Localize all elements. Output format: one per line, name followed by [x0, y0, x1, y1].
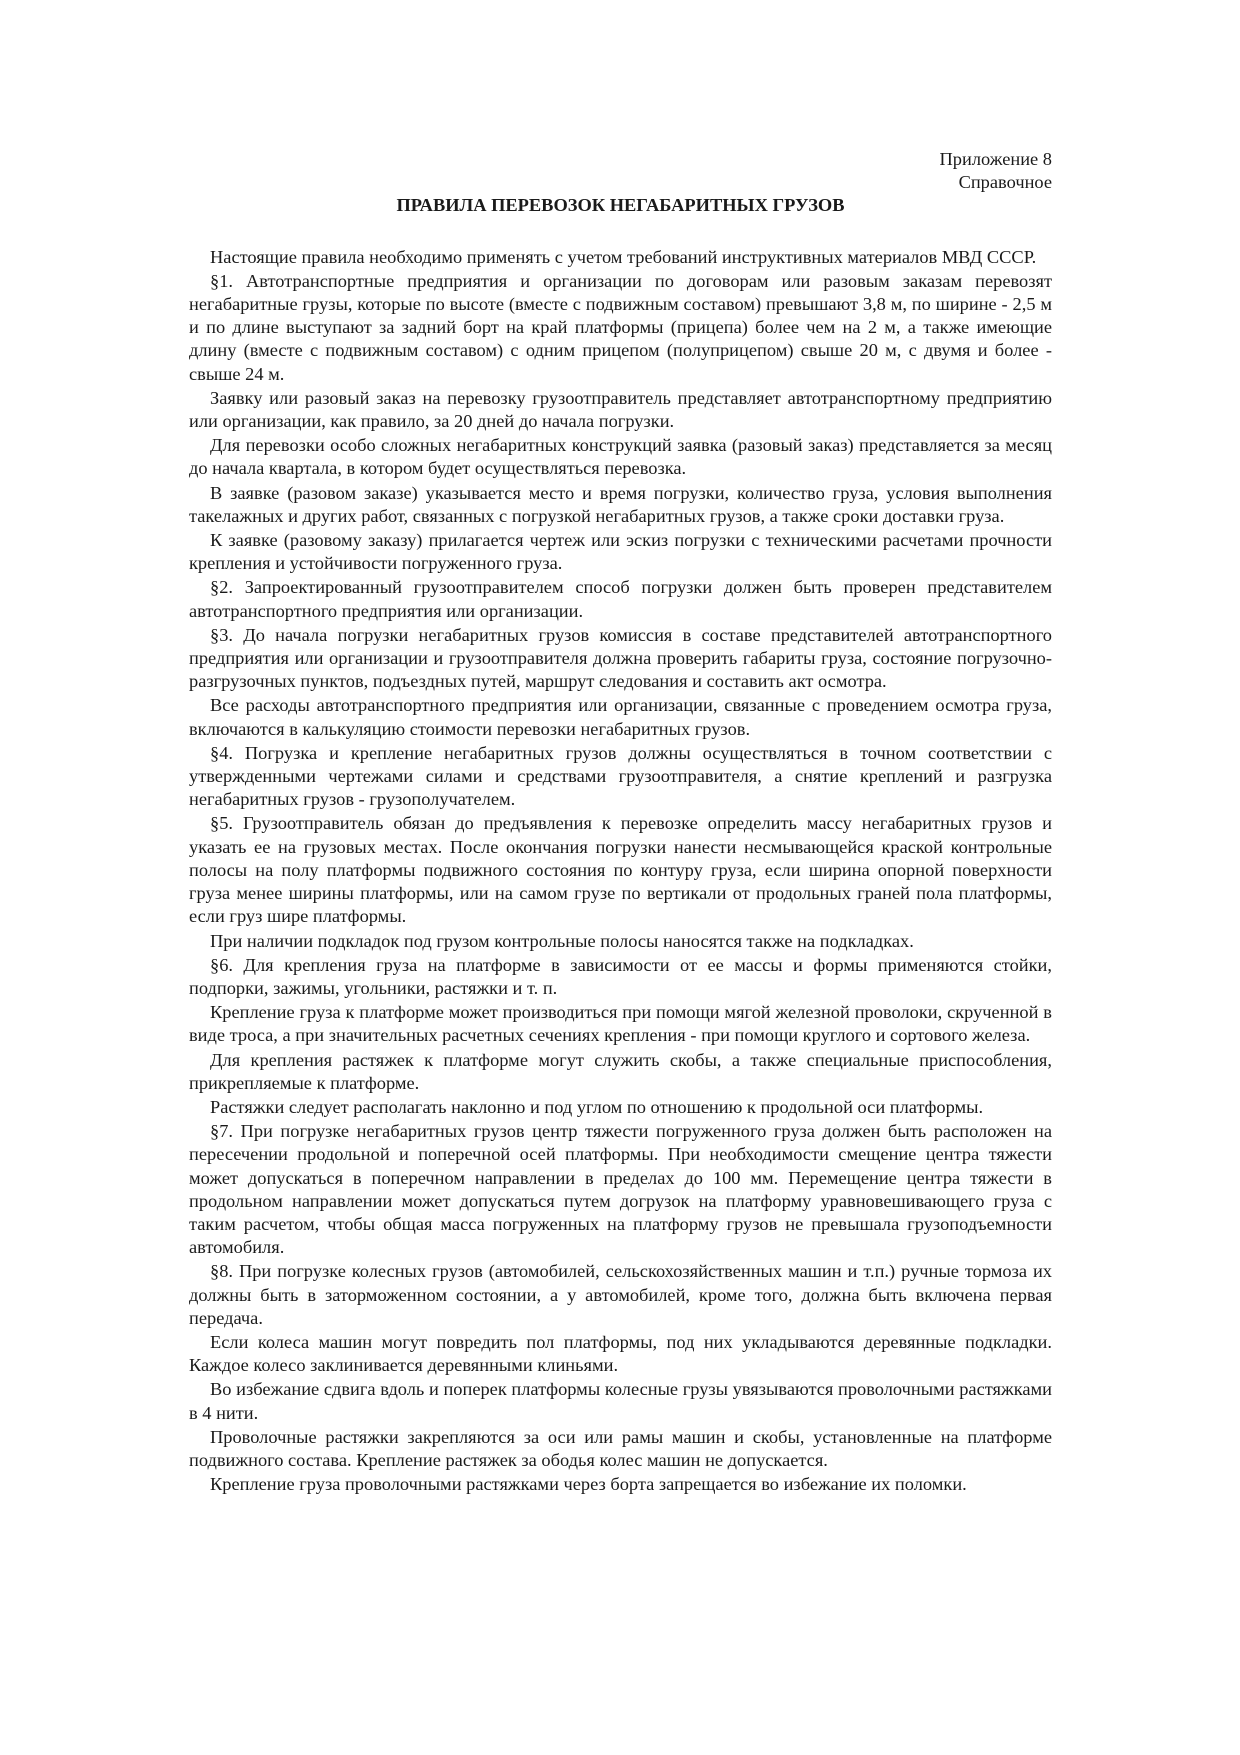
paragraph: Для крепления растяжек к платформе могут служить скобы, а также специальные приспособления, прикрепляемые к платформе. [189, 1049, 1052, 1093]
appendix-number: Приложение 8 [939, 149, 1052, 169]
paragraph: Заявку или разовый заказ на перевозку грузоотправитель представляет автотранспортному предприятию или организации, как правило, за 20 дней до начала погрузки. [189, 387, 1052, 432]
paragraph: §4. Погрузка и крепление негабаритных грузов должны осуществляться в точном соответствии с утвержденными чертежами силами и средствами грузоотправителя, а снятие креплений и разгрузка негабаритных грузов - грузополучателем. [189, 742, 1052, 810]
paragraph: §6. Для крепления груза на платформе в зависимости от ее массы и формы применяются стойки, подпорки, зажимы, угольники, растяжки и т. п. [189, 954, 1052, 998]
paragraph: Крепление груза проволочными растяжками через борта запрещается во избежание их поломки. [210, 1474, 967, 1495]
paragraph: §2. Запроектированный грузоотправителем способ погрузки должен быть проверен представителем автотранспортного предприятия или организации. [189, 577, 1052, 621]
paragraph: Если колеса машин могут повредить пол платформы, под них укладываются деревянные подкладки. Каждое колесо заклинивается деревянными клиньями. [189, 1331, 1052, 1376]
paragraph: К заявке (разовому заказу) прилагается чертеж или эскиз погрузки с техническими расчетами прочности крепления и устойчивости погруженного груза. [189, 530, 1052, 574]
paragraph: §1. Автотранспортные предприятия и организации по договорам или разовым заказам перевозят негабаритные грузы, которые по высоте (вместе с подвижным составом) превышают 3,8 м, по ширине - 2,5 м и по длине выступают за задний борт на край платформы (прицепа) более чем на 2 м, а также имеющие длину (вместе с подвижным составом) с одним прицепом (полуприцепом) свыше 20 м, с двумя и более - свыше 24 м. [189, 270, 1052, 384]
document-page [189, 148, 1052, 1496]
paragraph: §3. До начала погрузки негабаритных грузов комиссия в составе представителей автотранспортного предприятия или организации и грузоотправителя должна проверить габариты груза, состояние погрузочно-разгрузочных пунктов, подъездных путей, маршрут следования и составить акт осмотра. [189, 624, 1052, 692]
paragraph: §8. При погрузке колесных грузов (автомобилей, сельскохозяйственных машин и т.п.) ручные тормоза их должны быть в заторможенном состоянии, а у автомобилей, кроме того, должна быть включена первая передача. [189, 1261, 1052, 1328]
paragraph: Все расходы автотранспортного предприятия или организации, связанные с проведением осмотра груза, включаются в калькуляцию стоимости перевозки негабаритных грузов. [189, 695, 1052, 739]
document-title: ПРАВИЛА ПЕРЕВОЗОК НЕГАБАРИТНЫХ ГРУЗОВ [396, 195, 845, 216]
paragraph: Растяжки следует располагать наклонно и под углом по отношению к продольной оси платформы. [210, 1096, 984, 1117]
paragraph: Для перевозки особо сложных негабаритных конструкций заявка (разовый заказ) представляется за месяц до начала квартала, в котором будет осуществляться перевозка. [189, 435, 1052, 479]
paragraph: Настоящие правила необходимо применять с учетом требований инструктивных материалов МВД СССР. [210, 246, 1037, 267]
paragraph: §5. Грузоотправитель обязан до предъявления к перевозке определить массу негабаритных грузов и указать ее на грузовых местах. После окончания погрузки нанести несмывающейся краской контрольные полосы на полу платформы подвижного состояния по контуру груза, если ширина опорной поверхности груза менее ширины платформы, или на самом грузе по вертикали от продольных граней пола платформы, если груз шире платформы. [189, 813, 1052, 927]
paragraph: Проволочные растяжки закрепляются за оси или рамы машин и скобы, установленные на платформе подвижного состава. Крепление растяжек за ободья колес машин не допускается. [189, 1426, 1052, 1470]
paragraph: Крепление груза к платформе может производиться при помощи мягой железной проволоки, скрученной в виде троса, а при значительных расчетных сечениях крепления - при помощи круглого и сортового железа. [189, 1002, 1052, 1046]
document-body [189, 246, 1052, 1497]
appendix-header [189, 148, 1052, 194]
paragraph: §7. При погрузке негабаритных грузов центр тяжести погруженного груза должен быть расположен на пересечении продольной и поперечной осей платформы. При необходимости смещение центра тяжести может допускаться в поперечном направлении в пределах до 100 мм. Перемещение центра тяжести в продольном направлении может допускаться путем догрузок на платформу уравновешивающего груза с таким расчетом, чтобы общая масса погруженных на платформу грузов не превышала грузоподъемности автомобиля. [189, 1121, 1052, 1258]
paragraph: В заявке (разовом заказе) указывается место и время погрузки, количество груза, условия выполнения такелажных и других работ, связанных с погрузкой негабаритных грузов, а также сроки доставки груза. [189, 482, 1052, 526]
paragraph: При наличии подкладок под грузом контрольные полосы наносятся также на подкладках. [210, 930, 914, 951]
appendix-note: Справочное [958, 172, 1052, 193]
paragraph: Во избежание сдвига вдоль и поперек платформы колесные грузы увязываются проволочными растяжками в 4 нити. [189, 1379, 1052, 1423]
